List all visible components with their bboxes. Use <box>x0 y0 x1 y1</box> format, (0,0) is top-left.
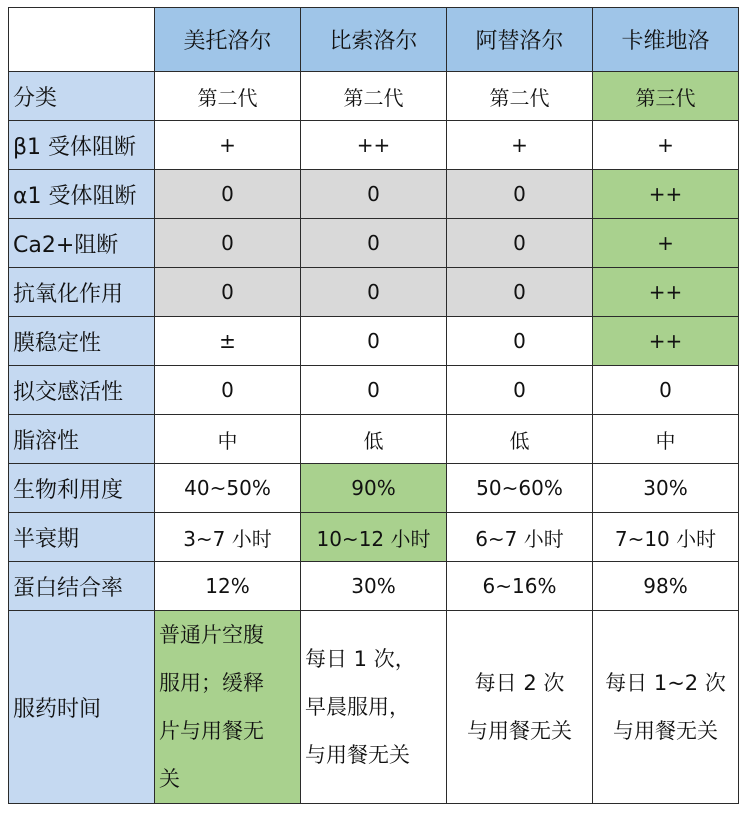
row-header: β1 受体阻断 <box>9 121 155 170</box>
drug-comparison-table <box>8 7 739 804</box>
table-cell: 3~7 小时 <box>155 513 301 562</box>
dosing-line: 每日 1 次， <box>305 647 416 671</box>
row-protein-binding <box>9 562 739 611</box>
row-dosing-time <box>9 611 739 804</box>
table-cell: 30% <box>301 562 447 611</box>
row-classification <box>9 72 739 121</box>
table-cell: 低 <box>301 415 447 464</box>
row-header: 蛋白结合率 <box>9 562 155 611</box>
table-cell: 50~60% <box>447 464 593 513</box>
table-cell: ++ <box>593 268 739 317</box>
corner-cell <box>9 8 155 72</box>
dosing-line: 与用餐无关 <box>467 719 572 743</box>
table-cell: 12% <box>155 562 301 611</box>
row-beta1 <box>9 121 739 170</box>
row-header: 生物利用度 <box>9 464 155 513</box>
table-cell: 第二代 <box>301 72 447 121</box>
dosing-line: 与用餐无关 <box>305 743 410 767</box>
row-header: 服药时间 <box>9 611 155 804</box>
dosing-line: 每日 2 次 <box>474 671 565 695</box>
col-header-atenolol: 阿替洛尔 <box>447 8 593 72</box>
row-header: 抗氧化作用 <box>9 268 155 317</box>
col-header-bisoprolol: 比索洛尔 <box>301 8 447 72</box>
row-alpha1 <box>9 170 739 219</box>
table-cell: 6~16% <box>447 562 593 611</box>
row-lipophilicity <box>9 415 739 464</box>
table-cell: + <box>447 121 593 170</box>
row-header: Ca2+阻断 <box>9 219 155 268</box>
dosing-line: 关 <box>159 767 180 791</box>
dosing-line: 早晨服用， <box>305 695 410 719</box>
table-cell: 0 <box>301 366 447 415</box>
row-header: 半衰期 <box>9 513 155 562</box>
table-cell: 98% <box>593 562 739 611</box>
table-cell: 10~12 小时 <box>301 513 447 562</box>
table-cell: 0 <box>447 219 593 268</box>
table-cell: 第三代 <box>593 72 739 121</box>
table-cell: 中 <box>155 415 301 464</box>
row-isa <box>9 366 739 415</box>
table-cell: + <box>593 219 739 268</box>
row-bioavailability <box>9 464 739 513</box>
table-cell: ++ <box>301 121 447 170</box>
table-cell: 0 <box>301 219 447 268</box>
table-cell: 第二代 <box>447 72 593 121</box>
row-header: 分类 <box>9 72 155 121</box>
table-cell: ++ <box>593 317 739 366</box>
dosing-cell-carvedilol <box>593 611 739 804</box>
table-cell: 0 <box>447 366 593 415</box>
table-cell: 低 <box>447 415 593 464</box>
row-header: 膜稳定性 <box>9 317 155 366</box>
col-header-metoprolol: 美托洛尔 <box>155 8 301 72</box>
table-cell: 0 <box>155 366 301 415</box>
row-calcium <box>9 219 739 268</box>
table-cell: 0 <box>155 219 301 268</box>
row-header: 拟交感活性 <box>9 366 155 415</box>
table-cell: 0 <box>301 170 447 219</box>
table-cell: 0 <box>593 366 739 415</box>
header-row <box>9 8 739 72</box>
dosing-line: 与用餐无关 <box>613 719 718 743</box>
row-half-life <box>9 513 739 562</box>
row-header: 脂溶性 <box>9 415 155 464</box>
table-cell: 中 <box>593 415 739 464</box>
dosing-cell-metoprolol <box>155 611 301 804</box>
table-cell: + <box>155 121 301 170</box>
row-antioxidant <box>9 268 739 317</box>
dosing-line: 每日 1~2 次 <box>605 671 726 695</box>
dosing-line: 片与用餐无 <box>159 719 264 743</box>
table-cell: 0 <box>447 317 593 366</box>
table-cell: 第二代 <box>155 72 301 121</box>
table-cell: 0 <box>155 268 301 317</box>
table-cell: 40~50% <box>155 464 301 513</box>
dosing-line: 服用；缓释 <box>159 671 264 695</box>
table-cell: 90% <box>301 464 447 513</box>
table-cell: ++ <box>593 170 739 219</box>
col-header-carvedilol: 卡维地洛 <box>593 8 739 72</box>
table-cell: 0 <box>447 170 593 219</box>
row-membrane <box>9 317 739 366</box>
table-cell: 0 <box>155 170 301 219</box>
table-cell: ± <box>155 317 301 366</box>
table-cell: 6~7 小时 <box>447 513 593 562</box>
dosing-cell-atenolol <box>447 611 593 804</box>
table-cell: 0 <box>301 317 447 366</box>
table-cell: 30% <box>593 464 739 513</box>
dosing-cell-bisoprolol <box>301 611 447 804</box>
table-cell: 0 <box>447 268 593 317</box>
table-cell: 7~10 小时 <box>593 513 739 562</box>
row-header: α1 受体阻断 <box>9 170 155 219</box>
dosing-line: 普通片空腹 <box>159 623 264 647</box>
table-cell: 0 <box>301 268 447 317</box>
table-cell: + <box>593 121 739 170</box>
